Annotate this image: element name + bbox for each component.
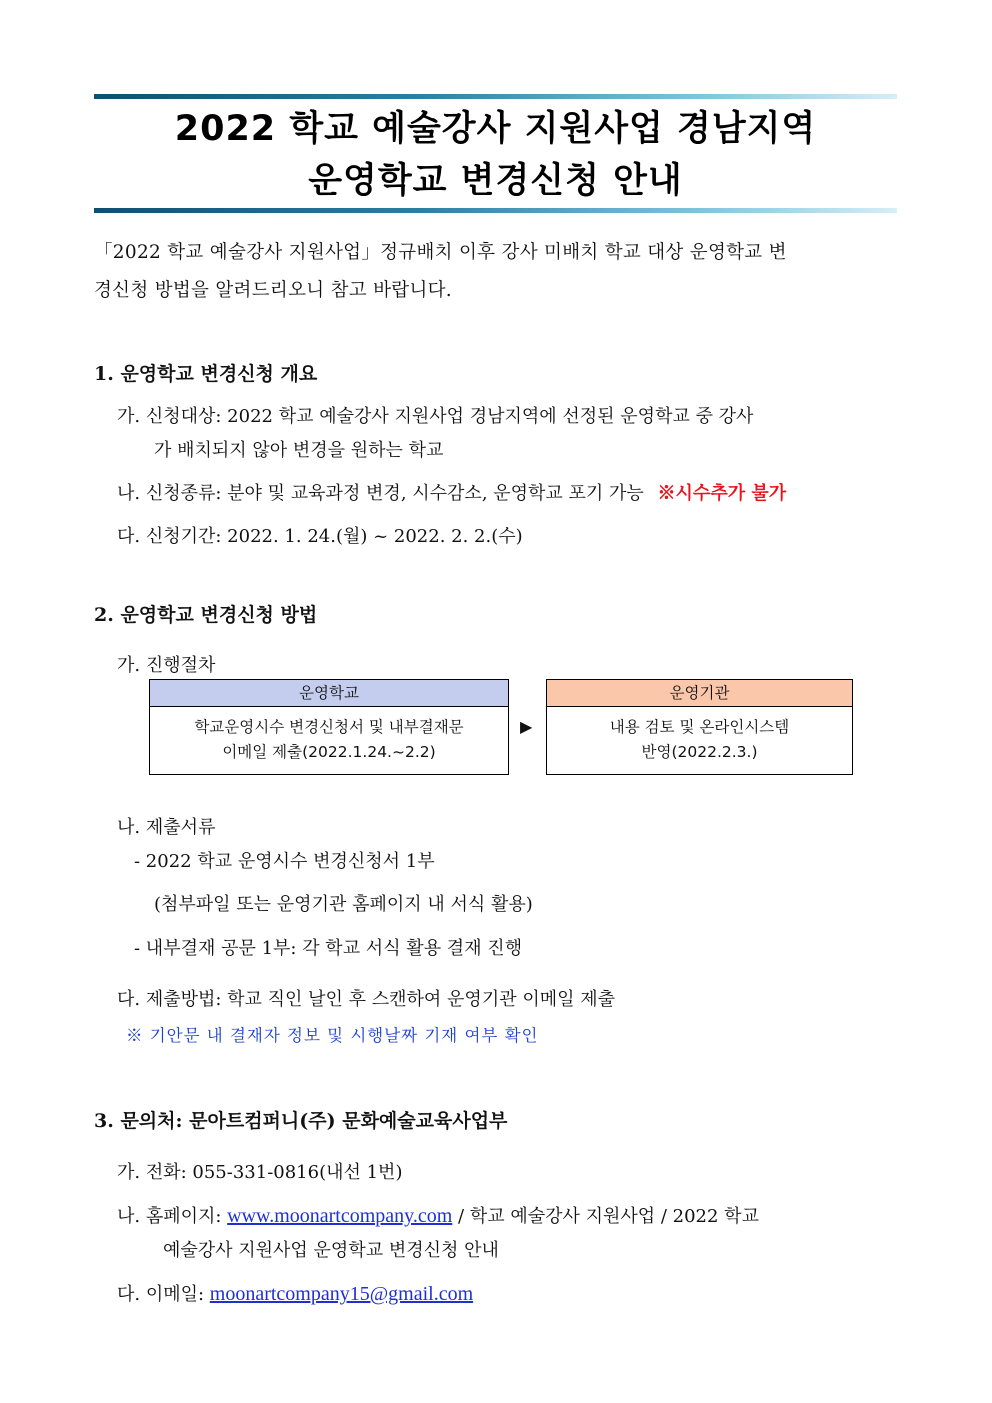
section3-homepage bbox=[117, 1203, 759, 1230]
section2-item-da: 다. 제출방법: 학교 직인 날인 후 스캔하여 운영기관 이메일 제출 bbox=[117, 989, 615, 1010]
section2-doc1: - 2022 학교 운영시수 변경신청서 1부 bbox=[134, 851, 435, 872]
section3-homepage-line2: 예술강사 지원사업 운영학교 변경신청 안내 bbox=[163, 1240, 499, 1261]
section3-heading: 3. 문의처: 문아트컴퍼니(주) 문화예술교육사업부 bbox=[94, 1110, 508, 1132]
section1-heading: 1. 운영학교 변경신청 개요 bbox=[94, 363, 318, 385]
flow-box-school-header: 운영학교 bbox=[150, 680, 508, 707]
section3-email-prefix: 다. 이메일: bbox=[117, 1284, 210, 1305]
section1-warning: ※시수추가 불가 bbox=[657, 483, 787, 504]
title-top-rule bbox=[94, 94, 897, 99]
section2-heading: 2. 운영학교 변경신청 방법 bbox=[94, 604, 318, 626]
section2-item-ga: 가. 진행절차 bbox=[117, 655, 216, 676]
document-title-line2: 운영학교 변경신청 안내 bbox=[308, 161, 683, 201]
flow-box-school-body bbox=[150, 707, 508, 765]
section1-item-na bbox=[117, 481, 786, 507]
section1-item-ga-line2: 가 배치되지 않아 변경을 원하는 학교 bbox=[154, 440, 444, 461]
intro-line1: 「2022 학교 예술강사 지원사업」정규배치 이후 강사 미배치 학교 대상 운영학교 변 bbox=[94, 242, 787, 263]
section2-note: ※ 기안문 내 결재자 정보 및 시행날짜 기재 여부 확인 bbox=[126, 1026, 539, 1045]
flow-box-agency-line2: 반영(2022.2.3.) bbox=[641, 743, 758, 761]
flow-box-agency bbox=[546, 679, 853, 775]
section2-doc1-note: (첨부파일 또는 운영기관 홈페이지 내 서식 활용) bbox=[154, 894, 533, 915]
flow-box-school bbox=[149, 679, 509, 775]
flow-box-school-line2: 이메일 제출(2022.1.24.~2.2) bbox=[222, 743, 436, 761]
section3-email bbox=[117, 1281, 473, 1308]
flow-box-agency-line1: 내용 검토 및 온라인시스템 bbox=[609, 718, 790, 736]
flow-box-agency-header: 운영기관 bbox=[547, 680, 852, 707]
section3-homepage-path: / 학교 예술강사 지원사업 / 2022 학교 bbox=[452, 1206, 759, 1227]
section1-item-ga-line1: 가. 신청대상: 2022 학교 예술강사 지원사업 경남지역에 선정된 운영학교 중 강사 bbox=[117, 406, 754, 427]
email-link[interactable]: moonartcompany15@gmail.com bbox=[209, 1283, 474, 1305]
section2-item-na: 나. 제출서류 bbox=[117, 817, 216, 838]
document-title-line1: 2022 학교 예술강사 지원사업 경남지역 bbox=[174, 109, 817, 149]
flow-box-school-line1: 학교운영시수 변경신청서 및 내부결재문 bbox=[194, 718, 464, 736]
flow-box-agency-body bbox=[547, 707, 852, 765]
intro-paragraph bbox=[94, 234, 897, 310]
section1-item-na-text: 나. 신청종류: 분야 및 교육과정 변경, 시수감소, 운영학교 포기 가능 bbox=[117, 483, 644, 504]
section2-doc2: - 내부결재 공문 1부: 각 학교 서식 활용 결재 진행 bbox=[134, 938, 523, 959]
section3-homepage-prefix: 나. 홈페이지: bbox=[117, 1206, 228, 1227]
intro-line2: 경신청 방법을 알려드리오니 참고 바랍니다. bbox=[94, 280, 452, 301]
flow-arrow-icon: ▶ bbox=[520, 717, 533, 736]
section1-item-da: 다. 신청기간: 2022. 1. 24.(월) ~ 2022. 2. 2.(수) bbox=[117, 526, 523, 547]
section3-phone: 가. 전화: 055-331-0816(내선 1번) bbox=[117, 1162, 403, 1183]
homepage-link[interactable]: www.moonartcompany.com bbox=[227, 1205, 453, 1227]
title-bottom-rule bbox=[94, 208, 897, 213]
